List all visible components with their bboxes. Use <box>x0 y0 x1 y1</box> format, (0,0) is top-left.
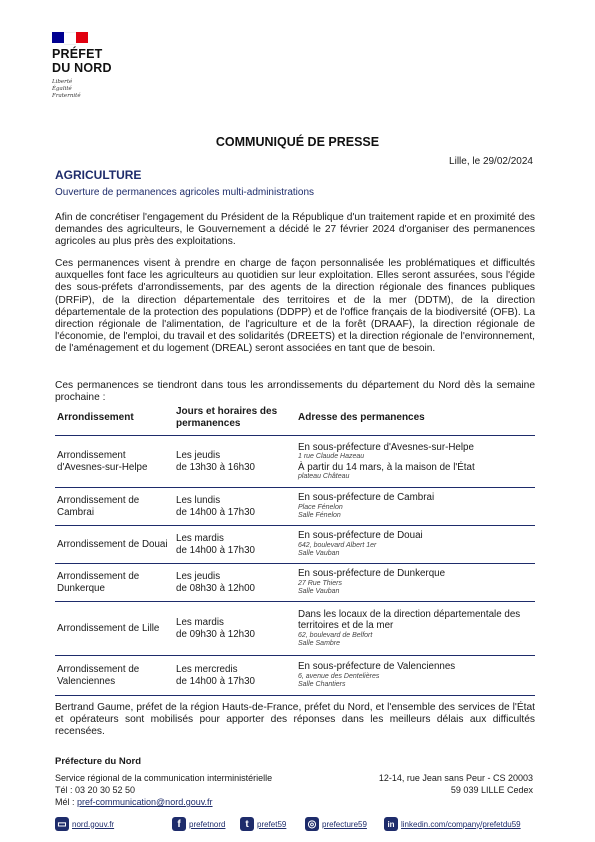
arrondissement-cell: Arrondissement de Valenciennes <box>55 656 174 696</box>
social-link-facebook[interactable] <box>172 816 225 832</box>
website-icon: ▭ <box>55 817 69 831</box>
address-cell <box>296 564 535 602</box>
prefet-line2: DU NORD <box>52 61 112 75</box>
arrondissement-cell: Arrondissement de Dunkerque <box>55 564 174 602</box>
schedule-cell <box>174 488 296 526</box>
arrondissement-cell: Arrondissement de Douai <box>55 526 174 564</box>
address-text: En sous-préfecture de Valenciennes <box>298 661 456 673</box>
address-text: Dans les locaux de la direction départementale des territoires et de la mer <box>298 608 521 631</box>
schedule-day: Les mardis <box>176 617 224 628</box>
table-row <box>55 526 535 564</box>
footer-phone: Tél : 03 20 30 52 50 <box>55 785 136 795</box>
paragraph-schedule-intro: Ces permanences se tiendront dans tous les arrondissements du département du Nord dès la semaine prochaine : <box>55 380 535 404</box>
address-detail: Salle Sambre <box>298 640 341 647</box>
address-detail: Salle Vauban <box>298 550 340 558</box>
motto-line: Fraternité <box>52 93 81 99</box>
schedule-cell <box>174 526 296 564</box>
document-title: COMMUNIQUÉ DE PRESSE <box>215 135 380 149</box>
paragraph-conclusion: Bertrand Gaume, préfet de la région Hauts-de-France, préfet du Nord, et l'ensemble des services de l'État et opérateurs sont mobilisés pour apporter des réponses dans les meilleurs délais aux difficultés recensées. <box>55 702 535 738</box>
address-detail: Salle Chantiers <box>298 681 346 689</box>
permanences-table <box>55 406 535 696</box>
document-subtitle: Ouverture de permanences agricoles multi-administrations <box>55 187 315 198</box>
table-row <box>55 564 535 602</box>
address-detail: 6, avenue des Dentelières <box>298 672 380 680</box>
schedule-hours: de 14h00 à 17h30 <box>176 675 255 687</box>
table-row <box>55 488 535 526</box>
schedule-day: Les jeudis <box>176 450 221 461</box>
mail-label: Mél : <box>55 797 78 807</box>
address-text: À partir du 14 mars, à la maison de l'État <box>298 461 475 473</box>
schedule-cell <box>174 656 296 696</box>
social-link-twitter[interactable] <box>240 816 286 832</box>
schedule-cell <box>174 602 296 656</box>
table-row <box>55 656 535 696</box>
address-text: En sous-préfecture de Douai <box>298 530 423 542</box>
schedule-day: Les jeudis <box>176 571 221 582</box>
schedule-hours: de 14h00 à 17h30 <box>176 544 255 556</box>
section-heading: AGRICULTURE <box>55 168 142 182</box>
address-text: En sous-préfecture de Dunkerque <box>298 568 446 580</box>
arrondissement-cell: Arrondissement de Lille <box>55 602 174 656</box>
footer-address <box>379 772 533 796</box>
column-header: Jours et horaires des permanences <box>174 406 296 436</box>
schedule-hours: de 08h30 à 12h00 <box>176 582 255 594</box>
document-date: Lille, le 29/02/2024 <box>449 156 533 167</box>
address-cell <box>296 526 535 564</box>
column-header: Adresse des permanences <box>296 406 535 436</box>
arrondissement-cell: Arrondissement de Cambrai <box>55 488 174 526</box>
address-detail: 62, boulevard de Belfort <box>298 631 373 639</box>
social-link-linkedin[interactable] <box>384 816 521 832</box>
social-link-text: prefetnord <box>189 819 226 829</box>
address-detail: 27 Rue Thiers <box>298 579 342 587</box>
twitter-icon: t <box>240 817 254 831</box>
address-cell <box>296 436 535 488</box>
address-cell <box>296 488 535 526</box>
arrondissement-cell: Arrondissement d'Avesnes-sur-Helpe <box>55 436 174 488</box>
footer-title: Préfecture du Nord <box>55 756 142 767</box>
address-detail: Salle Fénelon <box>298 512 341 520</box>
social-link-website[interactable] <box>55 816 114 832</box>
motto-line: Liberté <box>52 79 73 85</box>
paragraph-details: Ces permanences visent à prendre en charge de façon personnalisée les problématiques et difficultés auxquelles font face les agriculteurs au quotidien sur leur exploitation. Elles seront assurées, sous l'égide des sous-préfets d'arrondissements, par des agents de la direction régionale des finances publiques (DRFiP), de la direction départementale des territoires et de la mer (DDTM), de la direction départementale de la protection des populations (DDPP) et de l'office français de la biodiversité (OFB). La direction régionale de l'alimentation, de l'agriculture et de la forêt (DRAAF), la direction régionale de l'économie, de l'emploi, du travail et des solidarités (DREETS) et la direction régionale de l'environnement, de l'aménagement et du logement (DREAL) seront associées en tant que de besoin. <box>55 258 535 355</box>
footer-address-line: 59 039 LILLE Cedex <box>450 785 533 795</box>
instagram-icon: ◎ <box>305 817 319 831</box>
prefet-line1: PRÉFET <box>52 47 103 61</box>
social-link-instagram[interactable] <box>305 816 367 832</box>
schedule-day: Les lundis <box>176 495 221 506</box>
address-detail: plateau Château <box>298 473 350 480</box>
address-detail: Salle Vauban <box>298 588 340 596</box>
facebook-icon: f <box>172 817 186 831</box>
schedule-day: Les mercredis <box>176 664 238 675</box>
footer-mail-line <box>55 796 272 808</box>
footer-service: Service régional de la communication interministérielle <box>55 773 273 783</box>
table-header-row <box>55 406 535 436</box>
schedule-cell <box>174 564 296 602</box>
address-text: En sous-préfecture d'Avesnes-sur-Helpe <box>298 441 474 453</box>
address-cell <box>296 602 535 656</box>
schedule-cell <box>174 436 296 488</box>
paragraph-intro: Afin de concrétiser l'engagement du Président de la République d'un traitement rapide et en proximité des demandes des agriculteurs, le Gouvernement a décidé le 27 février 2024 d'organiser des permanences agricoles au plus près des exploitations. <box>55 212 535 248</box>
mail-link[interactable]: pref-communication@nord.gouv.fr <box>77 797 213 807</box>
schedule-hours: de 14h00 à 17h30 <box>176 506 255 518</box>
column-header: Arrondissement <box>55 406 174 436</box>
marianne-flag-icon <box>52 32 88 43</box>
address-cell <box>296 656 535 696</box>
social-link-text: linkedin.com/company/prefetdu59 <box>401 819 521 829</box>
social-link-text: prefecture59 <box>322 819 367 829</box>
address-detail: 642, boulevard Albert 1er <box>298 541 377 549</box>
footer-address-line: 12-14, rue Jean sans Peur - CS 20003 <box>378 773 533 783</box>
schedule-day: Les mardis <box>176 533 224 544</box>
schedule-hours: de 09h30 à 12h30 <box>176 628 255 640</box>
schedule-hours: de 13h30 à 16h30 <box>176 461 255 473</box>
linkedin-icon: in <box>384 817 398 831</box>
address-text: En sous-préfecture de Cambrai <box>298 492 435 504</box>
social-link-text: nord.gouv.fr <box>72 819 115 829</box>
address-detail: Place Fénelon <box>298 503 343 511</box>
footer-contact <box>55 772 272 808</box>
address-detail: 1 rue Claude Hazeau <box>298 453 365 460</box>
social-link-text: prefet59 <box>257 819 287 829</box>
motto-line: Égalité <box>52 86 72 92</box>
table-row <box>55 602 535 656</box>
table-row <box>55 436 535 488</box>
